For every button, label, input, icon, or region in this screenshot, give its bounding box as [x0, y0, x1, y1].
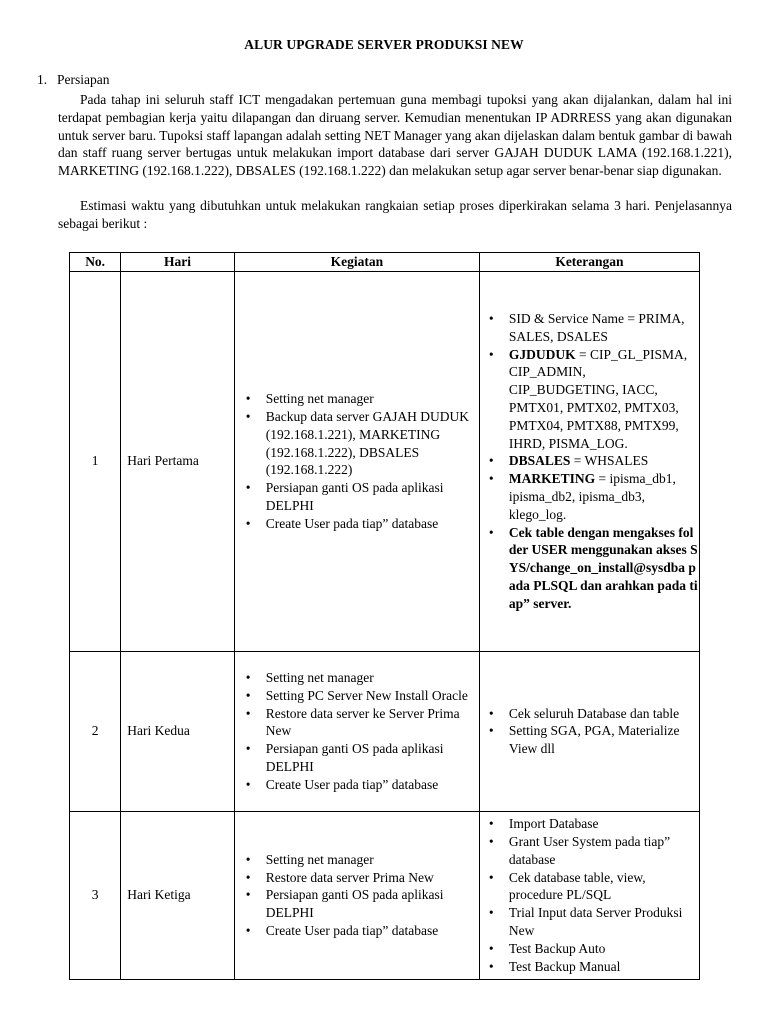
list-item: • Cek table dengan mengakses folder USER menggunakan akses SYS/change_on_install@sysdba pada PLSQL dan arahkan pada tiap” server. [509, 524, 698, 613]
row-keterangan [479, 811, 699, 979]
row-hari: Hari Pertama [121, 271, 235, 651]
list-item: • Test Backup Auto [509, 940, 698, 958]
list-item: • SID & Service Name = PRIMA, SALES, DSALES [509, 310, 698, 346]
row-hari: Hari Ketiga [121, 811, 235, 979]
row-keterangan [479, 651, 699, 811]
section-heading [37, 72, 109, 88]
list-item: • DBSALES = WHSALES [509, 452, 698, 470]
list-item: • Persiapan ganti OS pada aplikasi DELPHI [266, 479, 478, 515]
list-item: • Restore data server ke Server Prima New [266, 705, 478, 741]
list-item: • Setting net manager [266, 851, 478, 869]
row-hari: Hari Kedua [121, 651, 235, 811]
header-no: No. [70, 253, 121, 272]
table-row [70, 651, 700, 811]
list-item: • Backup data server GAJAH DUDUK (192.168.1.221), MARKETING (192.168.1.222), DBSALES (192.168.1.222) [266, 408, 478, 479]
row-kegiatan [234, 651, 479, 811]
list-item: • Create User pada tiap” database [266, 515, 478, 533]
keterangan-list [481, 310, 698, 613]
section-number: 1. [37, 72, 48, 87]
list-item: • Grant User System pada tiap” database [509, 833, 698, 869]
section-label: Persiapan [57, 72, 110, 87]
keterangan-list [481, 815, 698, 975]
list-item: • Create User pada tiap” database [266, 776, 478, 794]
list-item: • Cek database table, view, procedure PL/SQL [509, 869, 698, 905]
kegiatan-list [236, 390, 478, 532]
header-keterangan: Keterangan [479, 253, 699, 272]
list-item: • GJDUDUK = CIP_GL_PISMA, CIP_ADMIN, CIP_BUDGETING, IACC, PMTX01, PMTX02, PMTX03, PMTX04, PMTX88, PMTX99, IHRD, PISMA_LOG. [509, 346, 698, 453]
list-item: • Setting net manager [266, 390, 478, 408]
estimate-paragraph [58, 197, 732, 233]
list-item: • Create User pada tiap” database [266, 922, 478, 940]
header-hari: Hari [121, 253, 235, 272]
list-item: • Persiapan ganti OS pada aplikasi DELPHI [266, 740, 478, 776]
list-item: • Import Database [509, 815, 698, 833]
row-kegiatan [234, 271, 479, 651]
row-keterangan [479, 271, 699, 651]
intro-paragraph-text: Pada tahap ini seluruh staff ICT mengadakan pertemuan guna membagi tupoksi yang akan dijalankan, dalam hal ini terdapat pembagian kerja yaitu dilapangan dan diruang server. Kemudian menentukan IP ADRRESS yang akan digunakan untuk server baru. Tupoksi staff lapangan adalah setting NET Manager yang akan dijelaskan dalam bentuk gambar di bawah dan staff ruang server bertugas untuk melakukan import database dari server GAJAH DUDUK LAMA (192.168.1.221), MARKETING (192.168.1.222), DBSALES (192.168.1.222) dan melakukan setup agar server benar-benar siap digunakan. [58, 92, 732, 179]
row-kegiatan [234, 811, 479, 979]
list-item: • Setting PC Server New Install Oracle [266, 687, 478, 705]
schedule-table [69, 252, 700, 980]
document-title: ALUR UPGRADE SERVER PRODUKSI NEW [244, 37, 524, 52]
keterangan-list [481, 705, 698, 758]
kegiatan-list [236, 851, 478, 940]
list-item: • MARKETING = ipisma_db1, ipisma_db2, ipisma_db3, klego_log. [509, 470, 698, 523]
estimate-paragraph-text: Estimasi waktu yang dibutuhkan untuk melakukan rangkaian setiap proses diperkirakan selama 3 hari. Penjelasannya sebagai berikut : [58, 198, 732, 231]
list-item: • Test Backup Manual [509, 958, 698, 976]
list-item: • Cek seluruh Database dan table [509, 705, 698, 723]
table-row [70, 811, 700, 979]
row-no: 3 [70, 811, 121, 979]
list-item: • Setting SGA, PGA, Materialize View dll [509, 722, 698, 758]
list-item: • Restore data server Prima New [266, 869, 478, 887]
list-item: • Setting net manager [266, 669, 478, 687]
list-item: • Trial Input data Server Produksi New [509, 904, 698, 940]
kegiatan-list [236, 669, 478, 794]
row-no: 1 [70, 271, 121, 651]
list-item: • Persiapan ganti OS pada aplikasi DELPHI [266, 886, 478, 922]
table-header-row [70, 253, 700, 272]
row-no: 2 [70, 651, 121, 811]
header-kegiatan: Kegiatan [234, 253, 479, 272]
table-row [70, 271, 700, 651]
intro-paragraph [58, 91, 732, 180]
